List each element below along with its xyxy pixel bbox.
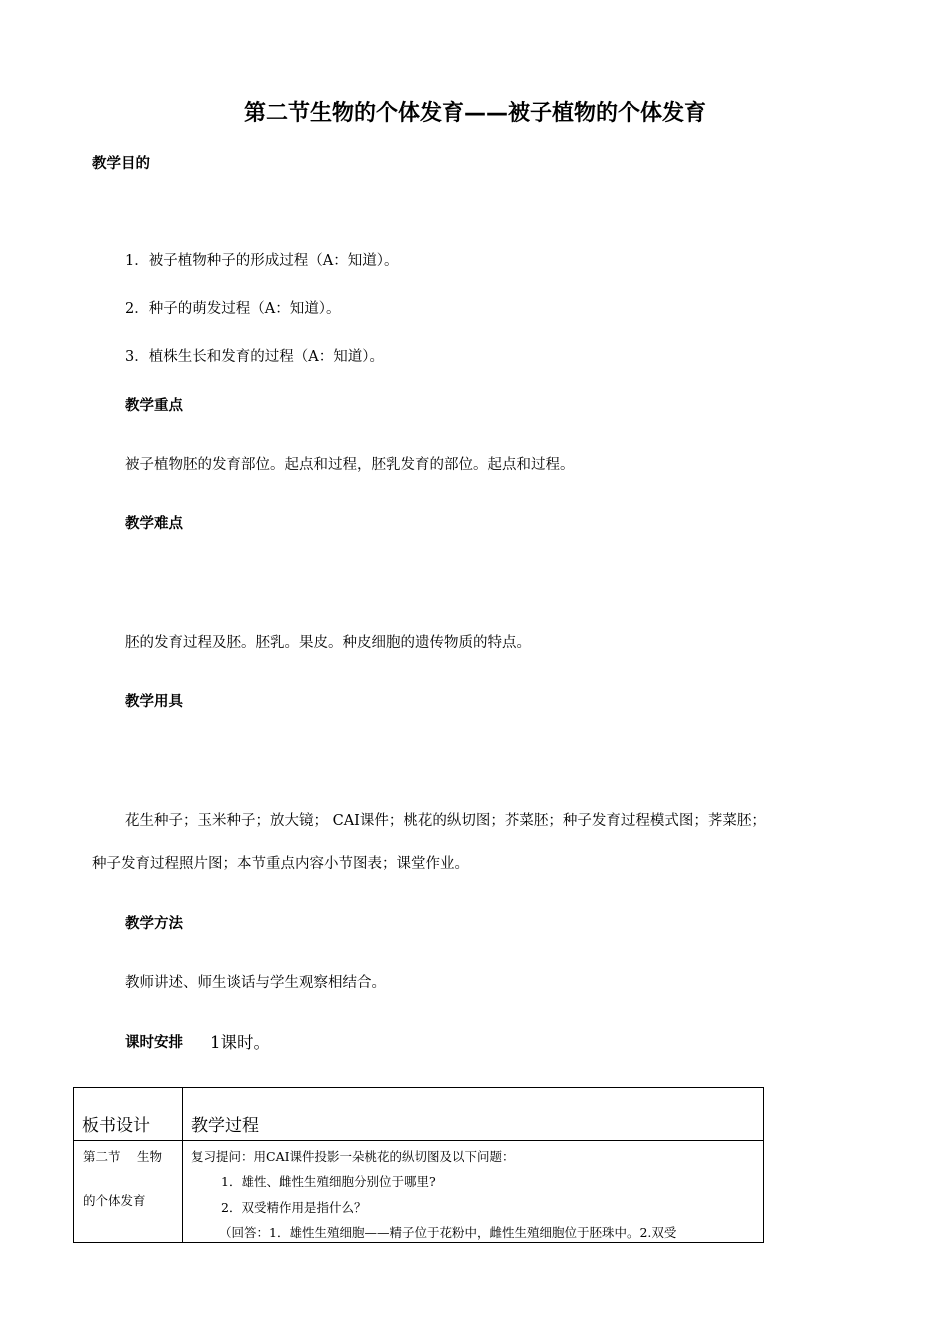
teaching-tools-text: 花生种子；玉米种子；放大镜； CAI课件；桃花的纵切图；芥菜胚；种子发育过程模式图；荠菜胚； <box>125 813 766 829</box>
process-line: 2．双受精作用是指什么？ <box>221 1200 367 1215</box>
teaching-tools-heading: 教学用具 <box>125 694 183 710</box>
lesson-table-header-row <box>74 1088 764 1141</box>
process-line: 1．雄性、雌性生殖细胞分别位于哪里? <box>221 1174 436 1189</box>
lesson-table <box>73 1087 764 1243</box>
teaching-methods-text: 教师讲述、师生谈话与学生观察相结合。 <box>125 975 386 991</box>
difficult-points-heading: 教学难点 <box>125 516 183 532</box>
objective-item: 3．植株生长和发育的过程（A：知道）。 <box>125 349 384 365</box>
process-line: （回答：1．雄性生殖细胞——精子位于花粉中，雌性生殖细胞位于胚珠中。2.双受 <box>219 1225 677 1240</box>
objective-item: 1．被子植物种子的形成过程（A：知道）。 <box>125 253 399 269</box>
process-line: 复习提问：用CAI课件投影一朵桃花的纵切图及以下问题： <box>191 1149 515 1164</box>
teaching-process-header: 教学过程 <box>183 1088 764 1141</box>
teaching-tools-text-continued: 种子发育过程照片图；本节重点内容小节图表；课堂作业。 <box>92 856 469 872</box>
page-title: 第二节生物的个体发育——被子植物的个体发育 <box>243 101 706 126</box>
objective-item: 2．种子的萌发过程（A：知道）。 <box>125 301 341 317</box>
board-design-line: 第二节 生物 <box>83 1149 162 1164</box>
key-points-heading: 教学重点 <box>125 398 183 414</box>
schedule-heading: 课时安排 <box>125 1035 183 1051</box>
lesson-table-row <box>74 1141 764 1243</box>
difficult-points-text: 胚的发育过程及胚。胚乳。果皮。种皮细胞的遗传物质的特点。 <box>125 635 531 651</box>
teaching-process-cell <box>183 1141 764 1243</box>
board-design-header: 板书设计 <box>74 1088 183 1141</box>
schedule-value: 1课时。 <box>210 1033 270 1052</box>
teaching-methods-heading: 教学方法 <box>125 916 183 932</box>
board-design-cell <box>74 1141 183 1243</box>
objectives-heading: 教学目的 <box>92 156 150 172</box>
board-design-line: 的个体发育 <box>83 1193 146 1208</box>
key-points-text: 被子植物胚的发育部位。起点和过程，胚乳发育的部位。起点和过程。 <box>125 457 575 473</box>
